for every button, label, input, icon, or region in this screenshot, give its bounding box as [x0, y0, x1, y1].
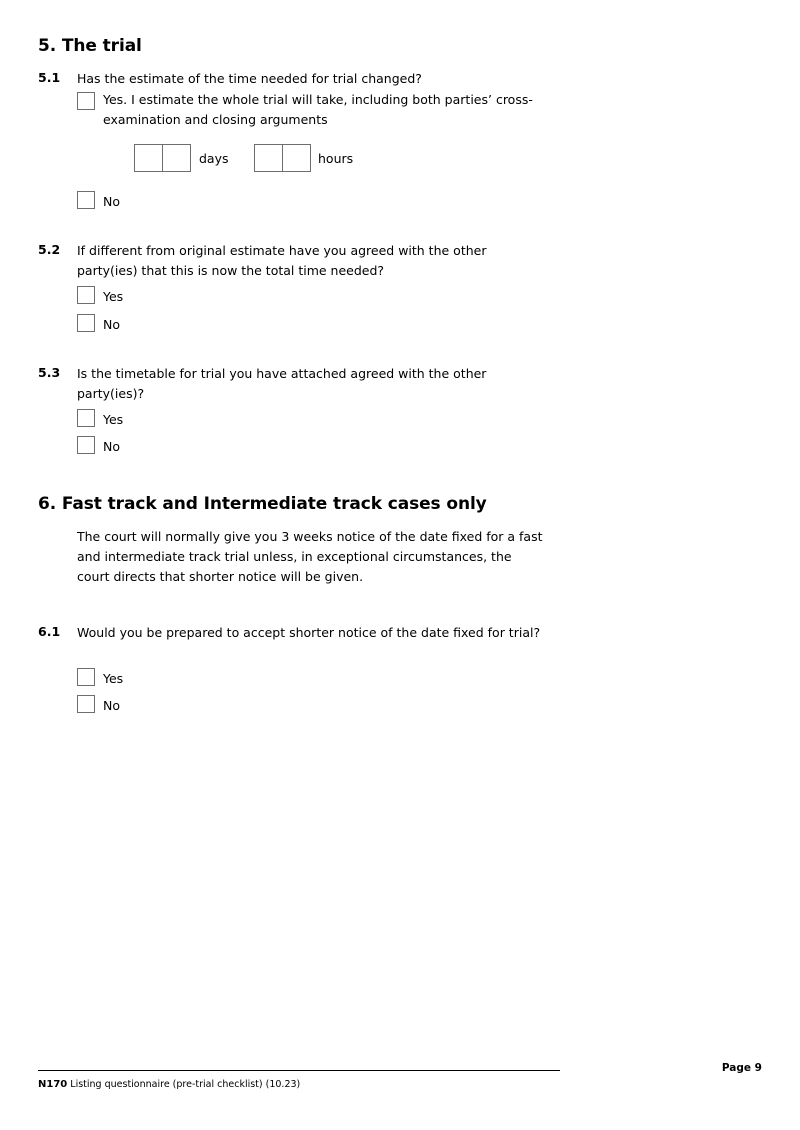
- question-text-5-1: Has the estimate of the time needed for trial changed?: [77, 71, 422, 86]
- question-number-5-1: 5.1: [38, 70, 61, 85]
- checkbox-5-1-no[interactable]: [77, 191, 95, 209]
- checkbox-label-5-2-no: No: [103, 317, 120, 332]
- checkbox-5-2-no[interactable]: [77, 314, 95, 332]
- section-6-intro-text: The court will normally give you 3 weeks notice of the date fixed for a fast and intermediate track trial unless, in exceptional circumstances, the court directs that shorter notice will be given.: [77, 529, 543, 584]
- unit-label-days: days: [199, 151, 229, 166]
- checkbox-label-6-1-yes: Yes: [103, 671, 124, 686]
- section-heading-6: 6. Fast track and Intermediate track cases only: [38, 494, 487, 514]
- input-5-1-hours[interactable]: [254, 144, 311, 172]
- question-number-5-2: 5.2: [38, 242, 61, 257]
- unit-label-hours: hours: [318, 151, 354, 166]
- checkbox-label-5-3-no: No: [103, 439, 120, 454]
- footer-form-info: [38, 1079, 300, 1090]
- question-text-5-2: If different from original estimate have you agreed with the other party(ies) that this is now the total time needed?: [77, 243, 487, 278]
- checkbox-label-5-3-yes: Yes: [103, 412, 124, 427]
- checkbox-5-2-yes[interactable]: [77, 286, 95, 304]
- checkbox-6-1-no[interactable]: [77, 695, 95, 713]
- question-number-5-3: 5.3: [38, 365, 61, 380]
- footer-form-title: Listing questionnaire (pre-trial checklist) (10.23): [70, 1079, 301, 1090]
- checkbox-6-1-yes[interactable]: [77, 668, 95, 686]
- footer-divider: [38, 1070, 560, 1071]
- checkbox-label-5-1-no: No: [103, 194, 120, 209]
- question-number-6-1: 6.1: [38, 624, 61, 639]
- question-text-5-3: Is the timetable for trial you have attached agreed with the other party(ies)?: [77, 366, 487, 401]
- input-cell[interactable]: [163, 145, 191, 171]
- checkbox-5-3-yes[interactable]: [77, 409, 95, 427]
- checkbox-label-6-1-no: No: [103, 698, 120, 713]
- checkbox-label-5-1-yes: Yes. I estimate the whole trial will take, including both parties’ cross-examination and closing arguments: [103, 92, 533, 127]
- checkbox-5-3-no[interactable]: [77, 436, 95, 454]
- checkbox-5-1-yes[interactable]: [77, 92, 95, 110]
- question-text-6-1: Would you be prepared to accept shorter notice of the date fixed for trial?: [77, 625, 541, 640]
- input-cell[interactable]: [135, 145, 163, 171]
- page-number: Page 9: [721, 1062, 762, 1074]
- section-heading-5: 5. The trial: [38, 36, 142, 56]
- input-5-1-days[interactable]: [134, 144, 191, 172]
- checkbox-label-5-2-yes: Yes: [103, 289, 124, 304]
- input-cell[interactable]: [255, 145, 283, 171]
- footer-form-code: N170: [38, 1079, 68, 1090]
- input-cell[interactable]: [283, 145, 311, 171]
